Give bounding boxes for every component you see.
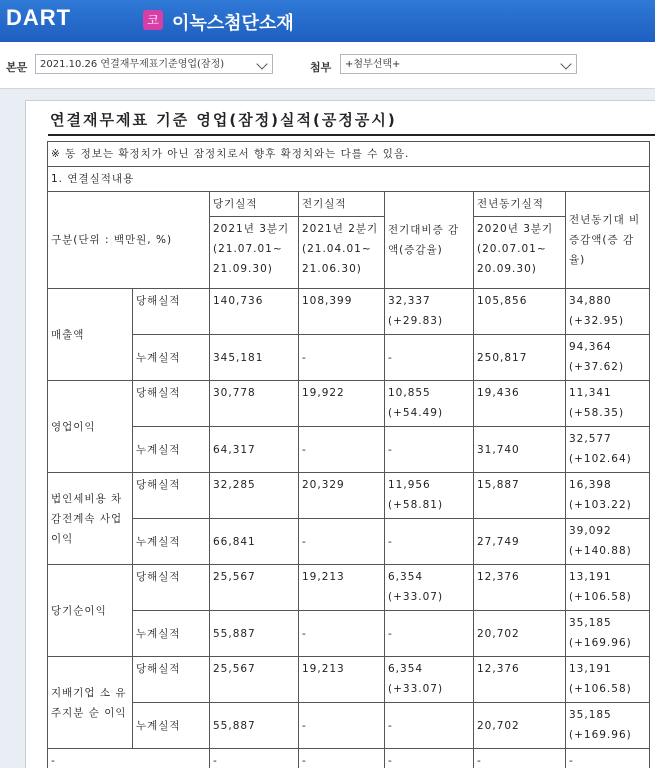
current-value: 345,181 xyxy=(210,335,299,381)
yoy-value: 105,856 xyxy=(474,289,566,335)
col-prev-header: 전기실적 xyxy=(299,192,385,217)
col-yoy-header: 전년동기실적 xyxy=(474,192,566,217)
period-label: 누계실적 xyxy=(133,703,210,749)
table-row xyxy=(48,703,650,749)
filter-bar xyxy=(0,42,655,89)
prev-value: - xyxy=(299,335,385,381)
results-table xyxy=(47,141,650,768)
period-label: 당해실적 xyxy=(133,657,210,703)
yoy-value: 15,887 xyxy=(474,473,566,519)
chevron-down-icon xyxy=(256,58,267,69)
prev-change: 6,354 (+33.07) xyxy=(385,565,474,611)
prev-change: - xyxy=(385,703,474,749)
current-value: 25,567 xyxy=(210,565,299,611)
current-value: 66,841 xyxy=(210,519,299,565)
period-label: 당해실적 xyxy=(133,565,210,611)
table-row xyxy=(48,335,650,381)
current-value: 140,736 xyxy=(210,289,299,335)
item-name: 영업이익 xyxy=(48,381,133,473)
current-value: 25,567 xyxy=(210,657,299,703)
table-row xyxy=(48,611,650,657)
period-label: 당해실적 xyxy=(133,381,210,427)
report-document xyxy=(25,100,655,768)
last-row-cell: - xyxy=(48,749,210,768)
header-row xyxy=(48,192,650,217)
current-value: 30,778 xyxy=(210,381,299,427)
prev-change: 11,956 (+58.81) xyxy=(385,473,474,519)
table-row xyxy=(48,289,650,335)
prev-value: - xyxy=(299,427,385,473)
top-header-bar xyxy=(0,0,655,42)
col-current-period: 2021년 3분기 (21.07.01~ 21.09.30) xyxy=(210,217,299,289)
market-badge: 코 xyxy=(143,10,163,30)
yoy-change: 34,880 (+32.95) xyxy=(566,289,650,335)
yoy-change: 16,398 (+103.22) xyxy=(566,473,650,519)
item-name: 매출액 xyxy=(48,289,133,381)
yoy-change: 35,185 (+169.96) xyxy=(566,703,650,749)
yoy-value: 12,376 xyxy=(474,657,566,703)
yoy-change: 32,577 (+102.64) xyxy=(566,427,650,473)
item-name: 법인세비용 차감전계속 사업이익 xyxy=(48,473,133,565)
yoy-value: 250,817 xyxy=(474,335,566,381)
yoy-value: 12,376 xyxy=(474,565,566,611)
section-row xyxy=(48,167,650,192)
attachment-select-value: +첨부선택+ xyxy=(345,59,400,70)
prev-value: 20,329 xyxy=(299,473,385,519)
yoy-value: 20,702 xyxy=(474,611,566,657)
dart-logo[interactable] xyxy=(6,5,71,31)
last-row-cell: - xyxy=(385,749,474,768)
prev-value: 108,399 xyxy=(299,289,385,335)
last-row-cell: - xyxy=(566,749,650,768)
prev-value: - xyxy=(299,519,385,565)
notice-row xyxy=(48,142,650,167)
report-title: 연결재무제표 기준 영업(잠정)실적(공정공시) xyxy=(50,109,397,130)
last-row-cell: - xyxy=(474,749,566,768)
prev-value: 19,213 xyxy=(299,565,385,611)
main-doc-label: 본문 xyxy=(6,59,27,75)
prev-change: 32,337 (+29.83) xyxy=(385,289,474,335)
period-label: 누계실적 xyxy=(133,611,210,657)
period-label: 누계실적 xyxy=(133,519,210,565)
yoy-change: 13,191 (+106.58) xyxy=(566,657,650,703)
prev-change: 10,855 (+54.49) xyxy=(385,381,474,427)
prev-change: - xyxy=(385,611,474,657)
table-row xyxy=(48,657,650,703)
chevron-down-icon xyxy=(560,58,571,69)
yoy-value: 31,740 xyxy=(474,427,566,473)
col-category-header: 구분(단위 : 백만원, %) xyxy=(48,192,210,289)
yoy-change: 94,364 (+37.62) xyxy=(566,335,650,381)
yoy-change: 39,092 (+140.88) xyxy=(566,519,650,565)
period-label: 누계실적 xyxy=(133,427,210,473)
current-value: 55,887 xyxy=(210,611,299,657)
current-value: 32,285 xyxy=(210,473,299,519)
logo-text: DART xyxy=(6,5,71,30)
table-row xyxy=(48,381,650,427)
prev-value: 19,213 xyxy=(299,657,385,703)
current-value: 64,317 xyxy=(210,427,299,473)
period-label: 당해실적 xyxy=(133,289,210,335)
prev-change: - xyxy=(385,519,474,565)
col-yoy-change-header: 전년동기대 비증감액(증 감율) xyxy=(566,192,650,289)
col-yoy-period: 2020년 3분기 (20.07.01~ 20.09.30) xyxy=(474,217,566,289)
main-doc-select[interactable] xyxy=(35,54,273,74)
prev-value: - xyxy=(299,611,385,657)
yoy-change: 13,191 (+106.58) xyxy=(566,565,650,611)
table-row xyxy=(48,473,650,519)
prev-change: - xyxy=(385,427,474,473)
current-value: 55,887 xyxy=(210,703,299,749)
attachment-select[interactable] xyxy=(340,54,577,74)
period-label: 누계실적 xyxy=(133,335,210,381)
table-row xyxy=(48,565,650,611)
prev-value: 19,922 xyxy=(299,381,385,427)
item-name: 당기순이익 xyxy=(48,565,133,657)
main-doc-select-value: 2021.10.26 연결재무제표기준영업(잠정) xyxy=(40,59,224,70)
table-row xyxy=(48,749,650,768)
yoy-value: 19,436 xyxy=(474,381,566,427)
yoy-value: 20,702 xyxy=(474,703,566,749)
yoy-value: 27,749 xyxy=(474,519,566,565)
yoy-change: 11,341 (+58.35) xyxy=(566,381,650,427)
col-prev-period: 2021년 2분기 (21.04.01~ 21.06.30) xyxy=(299,217,385,289)
col-current-header: 당기실적 xyxy=(210,192,299,217)
prev-value: - xyxy=(299,703,385,749)
yoy-change: 35,185 (+169.96) xyxy=(566,611,650,657)
notice-text: ※ 동 정보는 확정치가 아닌 잠정치로서 향후 확정치와는 다를 수 있음. xyxy=(48,142,650,167)
prev-change: 6,354 (+33.07) xyxy=(385,657,474,703)
last-row-cell: - xyxy=(299,749,385,768)
section-title: 1. 연결실적내용 xyxy=(48,167,650,192)
item-name: 지배기업 소 유주지분 순 이익 xyxy=(48,657,133,749)
title-divider xyxy=(48,134,655,136)
company-name: 이녹스첨단소재 xyxy=(172,9,294,35)
table-row xyxy=(48,519,650,565)
prev-change: - xyxy=(385,335,474,381)
table-row xyxy=(48,427,650,473)
last-row-cell: - xyxy=(210,749,299,768)
col-prev-change-header: 전기대비증 감액(증감율) xyxy=(385,192,474,289)
attachment-label: 첨부 xyxy=(310,59,331,75)
period-label: 당해실적 xyxy=(133,473,210,519)
